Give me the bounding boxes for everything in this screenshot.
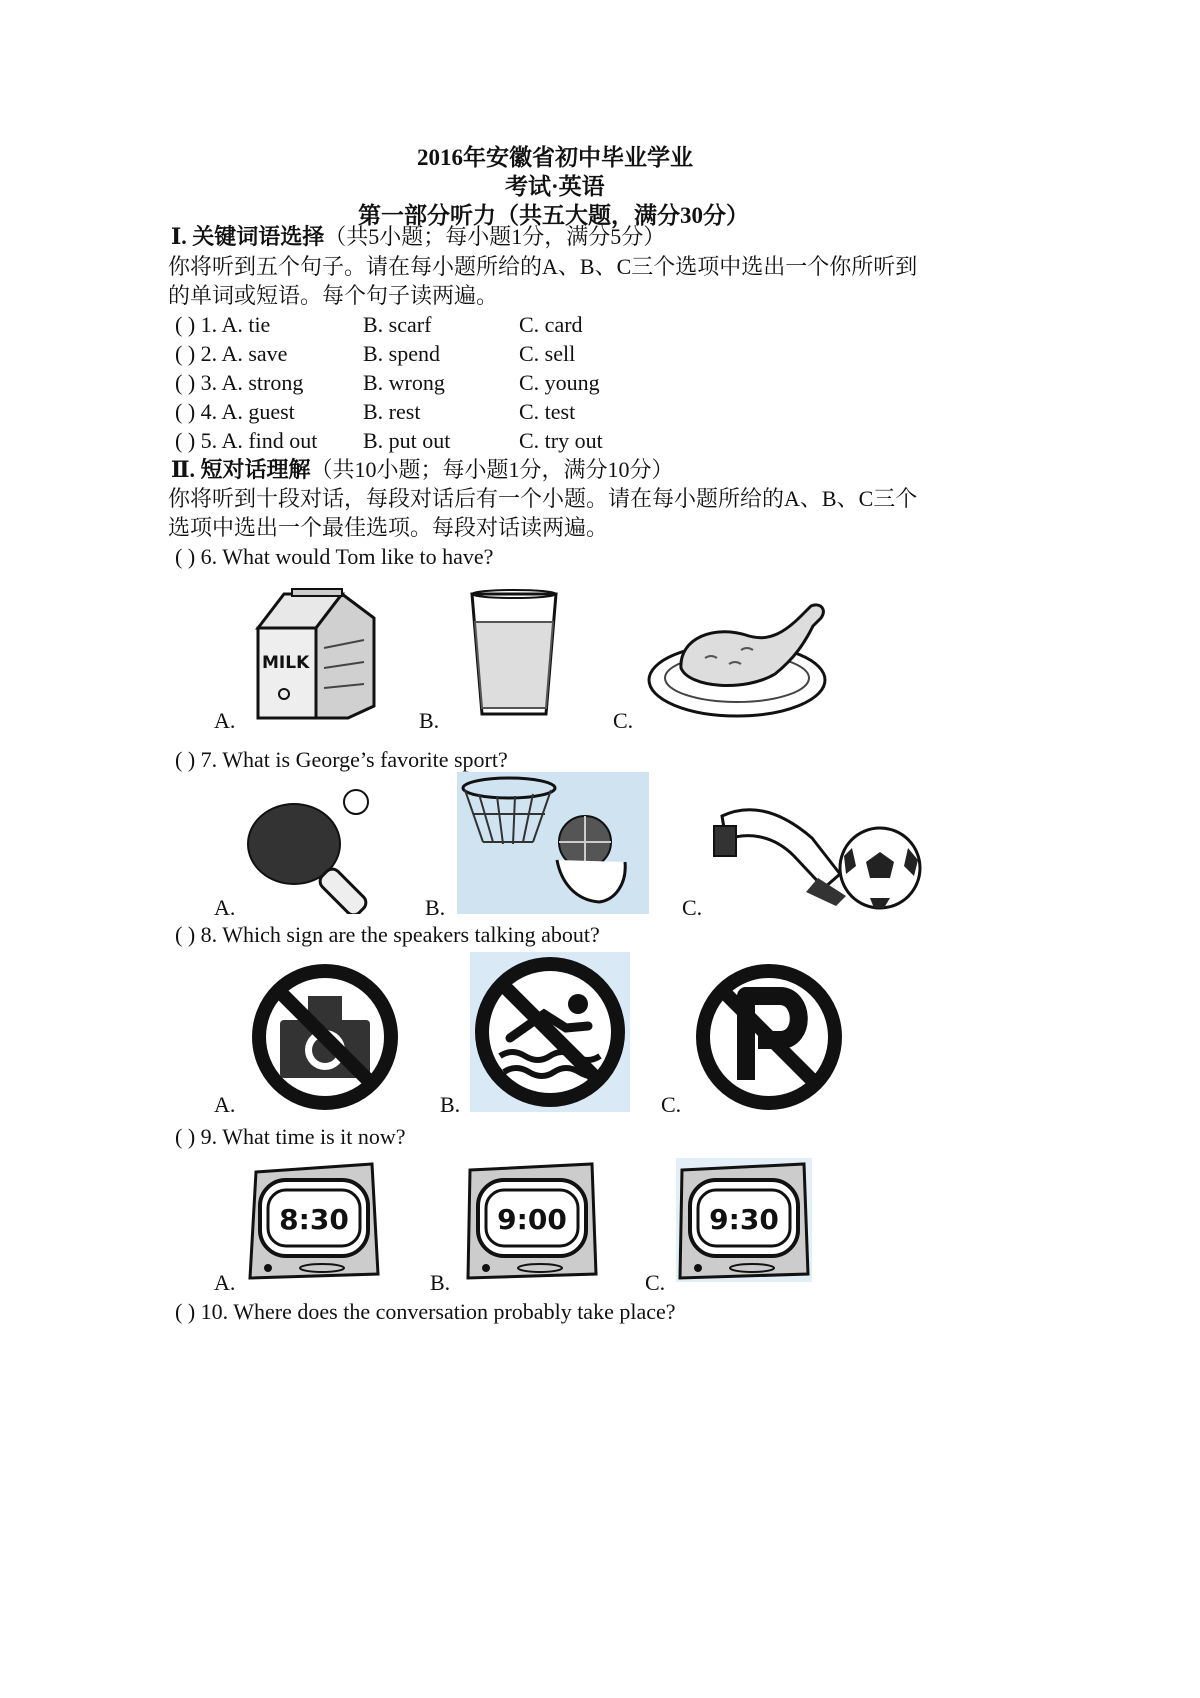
q3-option-b: B. wrong <box>363 370 445 395</box>
q6-label-b: B. <box>419 708 440 733</box>
ping-pong-icon <box>246 784 396 914</box>
section1-instruction-line1: 你将听到五个句子。请在每小题所给的A、B、C三个选项中选出一个你所听到 <box>168 254 918 279</box>
section1-heading-rest: （共5小题；每小题1分，满分5分） <box>324 224 666 249</box>
no-camera-sign-icon <box>250 962 400 1112</box>
q6-label-c: C. <box>613 708 634 733</box>
basketball-icon <box>457 772 649 914</box>
q1-option-b: B. scarf <box>363 312 432 337</box>
question-5 <box>175 430 775 456</box>
q7-label-c: C. <box>682 895 703 920</box>
clock-time-a: 8:30 <box>279 1203 349 1236</box>
exam-title-line2: 考试·英语 <box>505 174 605 199</box>
q7-label-a: A. <box>214 895 236 920</box>
glass-of-milk-icon <box>466 588 562 720</box>
q1-option-c: C. card <box>519 312 583 337</box>
q5-option-c: C. try out <box>519 428 603 453</box>
section1-instruction-line2: 的单词或短语。每个句子读两遍。 <box>168 283 499 308</box>
section2-heading-bold: Ⅱ. 短对话理解 <box>171 457 311 482</box>
q4-option-c: C. test <box>519 399 576 424</box>
q7-label-b: B. <box>425 895 446 920</box>
question-6: ( ) 6. What would Tom like to have? <box>175 544 494 569</box>
q5-option-a: ( ) 5. A. find out <box>175 428 318 453</box>
question-1 <box>175 314 775 340</box>
section2-instruction-line2: 选项中选出一个最佳选项。每段对话读两遍。 <box>168 515 609 540</box>
q3-option-c: C. young <box>519 370 600 395</box>
chicken-leg-plate-icon <box>645 588 835 724</box>
q6-label-a: A. <box>214 708 236 733</box>
exam-title-line1: 2016年安徽省初中毕业学业 <box>417 145 693 170</box>
part-title: 第一部分听力（共五大题，满分30分） <box>358 203 749 228</box>
q4-option-b: B. rest <box>363 399 421 424</box>
question-3 <box>175 372 775 398</box>
section2-instruction-line1: 你将听到十段对话，每段对话后有一个小题。请在每小题所给的A、B、C三个 <box>168 486 918 511</box>
clock-time-c: 9:30 <box>709 1203 779 1236</box>
clock-icon <box>246 1158 382 1282</box>
section1-heading <box>171 226 665 248</box>
clock-time-b: 9:00 <box>497 1203 567 1236</box>
q2-option-a: ( ) 2. A. save <box>175 341 288 366</box>
q2-option-b: B. spend <box>363 341 440 366</box>
question-7: ( ) 7. What is George’s favorite sport? <box>175 747 508 772</box>
question-8: ( ) 8. Which sign are the speakers talking about? <box>175 922 600 947</box>
no-parking-sign-icon <box>694 962 844 1112</box>
q2-option-c: C. sell <box>519 341 576 366</box>
carton-label: MILK <box>262 653 310 673</box>
q9-label-c: C. <box>645 1270 666 1295</box>
clock-icon <box>464 1158 600 1282</box>
question-2 <box>175 343 775 369</box>
q8-label-c: C. <box>661 1092 682 1117</box>
section1-heading-bold: Ⅰ. 关键词语选择 <box>171 224 325 249</box>
question-10: ( ) 10. Where does the conversation probably take place? <box>175 1299 676 1324</box>
milk-carton-icon <box>244 588 384 720</box>
q1-option-a: ( ) 1. A. tie <box>175 312 271 337</box>
q3-option-a: ( ) 3. A. strong <box>175 370 304 395</box>
q8-label-b: B. <box>440 1092 461 1117</box>
section2-heading <box>171 459 674 481</box>
section2-heading-rest: （共10小题；每小题1分，满分10分） <box>310 457 674 482</box>
football-icon <box>712 782 924 914</box>
question-4 <box>175 401 775 427</box>
q4-option-a: ( ) 4. A. guest <box>175 399 295 424</box>
q8-label-a: A. <box>214 1092 236 1117</box>
clock-icon <box>676 1158 812 1282</box>
q9-label-b: B. <box>430 1270 451 1295</box>
q9-label-a: A. <box>214 1270 236 1295</box>
question-9: ( ) 9. What time is it now? <box>175 1124 406 1149</box>
no-swimming-sign-icon <box>470 952 630 1112</box>
q5-option-b: B. put out <box>363 428 451 453</box>
